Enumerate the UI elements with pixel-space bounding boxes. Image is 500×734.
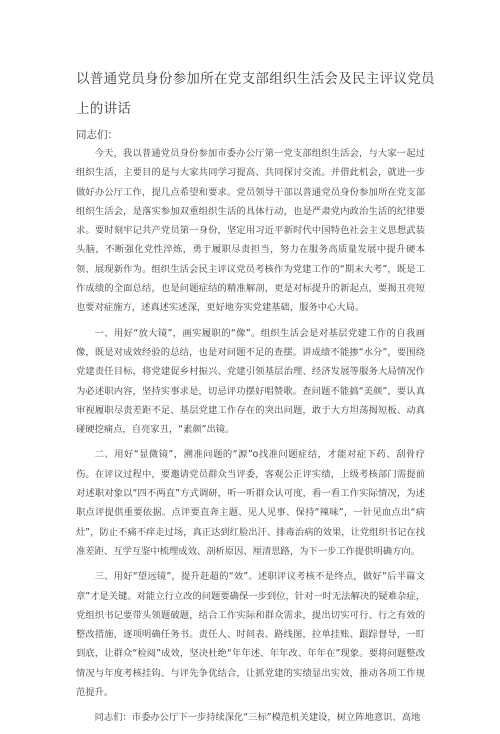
paragraph-point-one: 一、用好“放大镜”，画实履职的“像”。组织生活会是对基层党建工作的自我画像，既是对成效经验的总结，也是对问题不足的查摆。讲成绩不能掺“水分”，要围绕党建责任目标，将党建促乡村振兴、党建引领基层治理、经济发展等服务大局情况作为必述职内容，坚持实事求是，切忌评功摆好唱赞歌。查问题不能搞“美颜”，要认真审视履职尽责差距不足、基层党建工作存在的突出问题，敢于大方坦荡揭短板、动真碰硬挖痛点，自亮家丑，“素颜”出镜。 [76,327,425,436]
paragraph-intro: 今天，我以普通党员身份参加市委办公厅第一党支部组织生活会，与大家一起过组织生活，主要目的是与大家共同学习提高、共同探讨交流。并借此机会，就进一步做好办公厅工作，提几点希望和要求。党员领导干部以普通党员身份参加所在党支部组织生活会，是落实参加双重组织生活的具体行动，也是严肃党内政治生活的纪律要求。要时刻牢记共产党员第一身份，坚定用习近平新时代中国特色社会主义思想武装头脑，不断强化党性淬炼，勇于履职尽责担当，努力在服务高质量发展中提升硬本领、展现新作为。组织生活会民主评议党员考核作为党建工作的“期末大考”，既是工作成绩的全面总结，也是问题症结的精准解剖，更是对标提升的新起点，要揭丑亮短也要对症施方，述真述实述深，更好地夯实党建基础，服务中心大局。 [76,148,425,314]
paragraph-point-two: 二、用好“显微镜”，溯准问题的“源”o找准问题症结，才能对症下药、刮骨疗伤。在评议过程中，要邀请党员群众当评委，客观公正评实绩，上级考核部门需提前对述职对象以“四不两直”方式调研，听一听群众认可度，看一看工作实际情况，为述职点评提供重要依据。点评要直奔主题、见人见事、保持“辣味”，一针见血点出“病灶”，防止不痛不痒走过场，真正达到红脸出汗、排毒治病的效果，让党组织书记在找准差距、互学互鉴中梳理成效、剖析原因、厘清思路，为下一步工作提供明确方向。 [76,449,425,557]
salutation: 同志们： [76,129,118,141]
paragraph-closing: 同志们：市委办公厅下一步持续深化“三标”模范机关建设，树立阵地意识、高地 [94,712,421,724]
document-title: 以普通党员身份参加所在党支部组织生活会及民主评议党员上的讲话 [76,71,435,117]
paragraph-point-three: 三、用好“望远镜”，提升赶超的“效”。述职评议考核不是终点，做好“后半篇文章”才是关键。对能立行立改的问题要确保一步到位，针对一时无法解决的疑难杂症，党组织书记要带头领题破题，结合工作实际和群众需求，提出切实可行、行之有效的整改措施，逐项明确任务书。责任人、时间表、路线图，拉单挂账、跟踪督导，一盯到底，让群众“检阅”成效，坚决杜绝“年年述、年年改、年年在”现象。要将问题整改情况与年度考核挂钩、与评先争优结合，让抓党建的实绩显出实效，推动各项工作规范提升。 [76,571,425,699]
document-body [76,144,425,734]
